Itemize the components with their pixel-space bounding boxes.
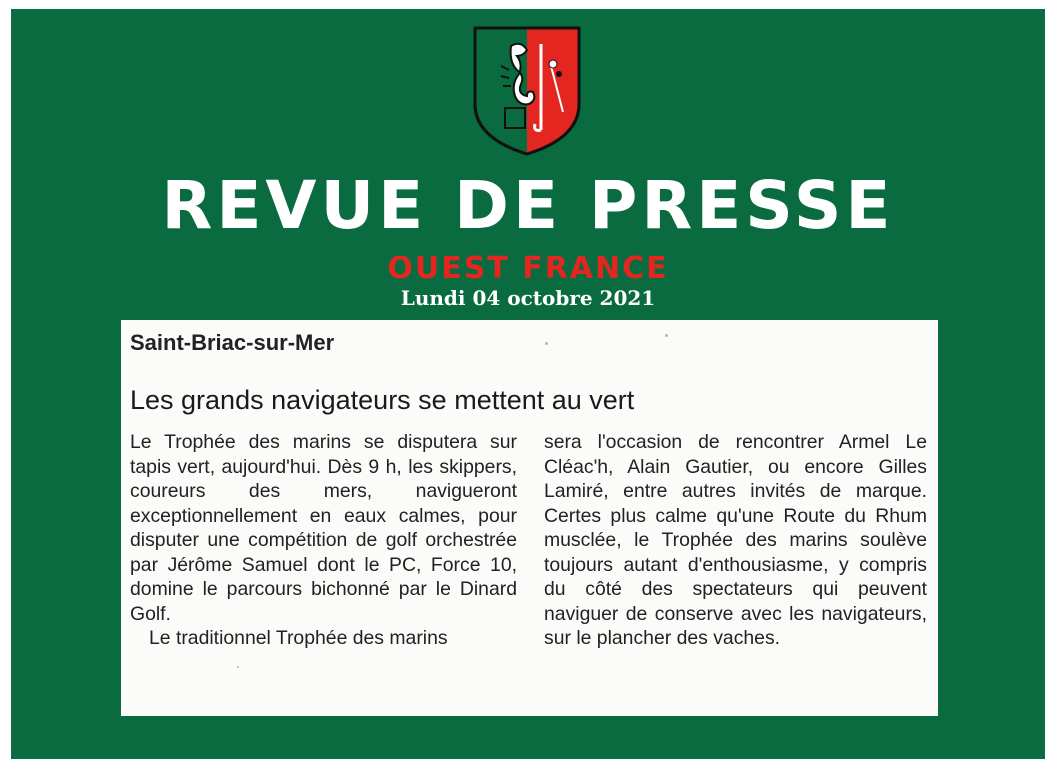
paper-speck <box>237 666 239 668</box>
article-paragraph: Le traditionnel Trophée des marins <box>149 627 448 649</box>
article-paragraph: Le Trophée des marins se disputera sur tapis vert, aujourd'hui. Dès 9 h, les skippers, coureurs des mers, navigueront exceptionnellement en eaux calmes, pour disputer une compétition de golf orchestrée par Jérôme Samuel dont le PC, Force 10, domine le parcours bichonné par le Dinard Golf. <box>130 431 517 625</box>
article-column-1 <box>130 430 517 651</box>
publication-date: Lundi 04 octobre 2021 <box>400 286 656 310</box>
newspaper-name: OUEST FRANCE <box>387 251 669 286</box>
golf-club-crest-icon <box>471 26 583 156</box>
article-paragraph: sera l'occasion de rencontrer Armel Le Cléac'h, Alain Gautier, ou encore Gilles Lamiré, entre autres invités de marque. Certes plus calme qu'une Route du Rhum musclée, le Trophée des marins soulève toujours autant d'enthousiasme, y compris du côté des spectateurs qui peuvent naviguer de conserve avec les navigateurs, sur le plancher des vaches. <box>544 431 927 649</box>
page-title: REVUE DE PRESSE <box>161 167 895 244</box>
article-column-2 <box>544 430 927 651</box>
paper-speck <box>665 334 668 337</box>
article-title: Les grands navigateurs se mettent au vert <box>130 385 635 415</box>
paper-speck <box>545 342 548 345</box>
article-location: Saint-Briac-sur-Mer <box>130 330 335 355</box>
newspaper-clipping <box>121 320 938 716</box>
